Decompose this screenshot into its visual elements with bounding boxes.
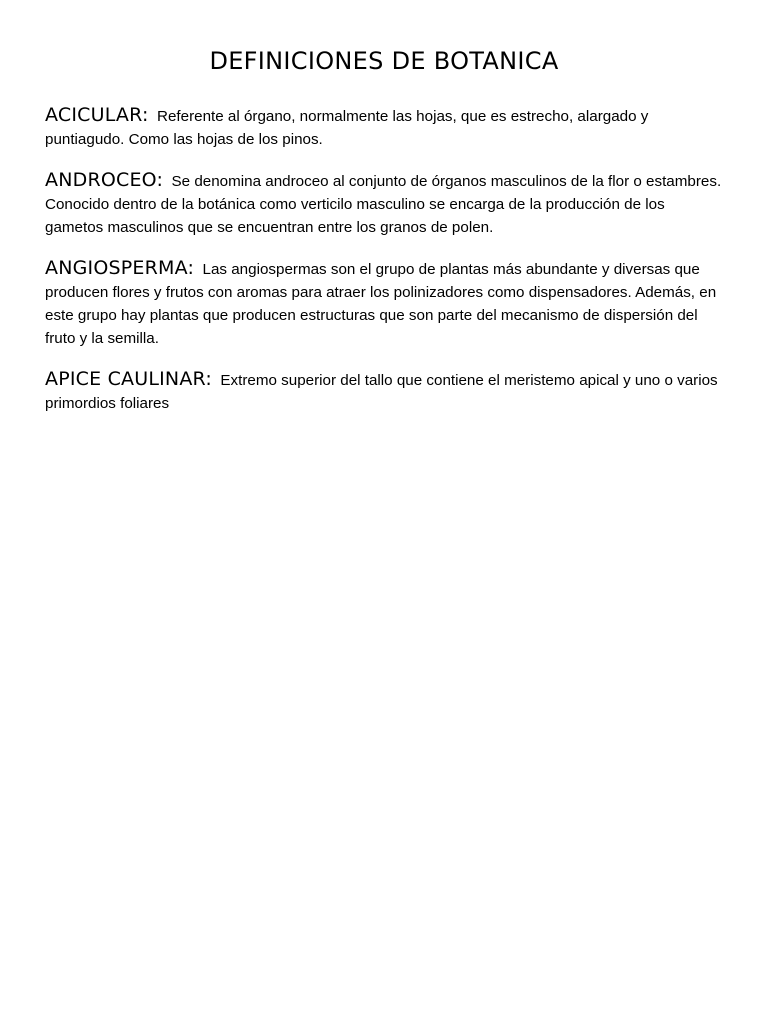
term-label: ANDROCEO: <box>45 169 164 191</box>
term-label: ANGIOSPERMA: <box>45 257 195 279</box>
definitions-list <box>45 104 727 433</box>
document-title: DEFINICIONES DE BOTANICA <box>209 47 559 75</box>
term-label: ACICULAR: <box>45 104 149 126</box>
definition-text: Referente al órgano, normalmente las hojas, que es estrecho, alargado y puntiagudo. Como las hojas de los pinos. <box>45 108 649 148</box>
definition-text: Las angiospermas son el grupo de plantas más abundante y diversas que producen flores y frutos con aromas para atraer los polinizadores como dispensadores. Además, en este grupo hay plantas que producen estructuras que son parte del mecanismo de dispersión del fruto y la semilla. <box>45 261 717 347</box>
term-label: APICE CAULINAR: <box>45 368 212 390</box>
definition-entry-apice-caulinar <box>45 368 727 415</box>
definition-text: Se denomina androceo al conjunto de órganos masculinos de la flor o estambres. Conocido dentro de la botánica como verticilo masculino se encarga de la producción de los gametos masculinos que se encuentran entre los granos de polen. <box>45 173 722 236</box>
definition-entry-androceo <box>45 169 727 239</box>
definition-text: Extremo superior del tallo que contiene el meristemo apical y uno o varios primordios foliares <box>45 372 718 412</box>
definition-entry-acicular <box>45 104 727 151</box>
definition-entry-angiosperma <box>45 257 727 350</box>
